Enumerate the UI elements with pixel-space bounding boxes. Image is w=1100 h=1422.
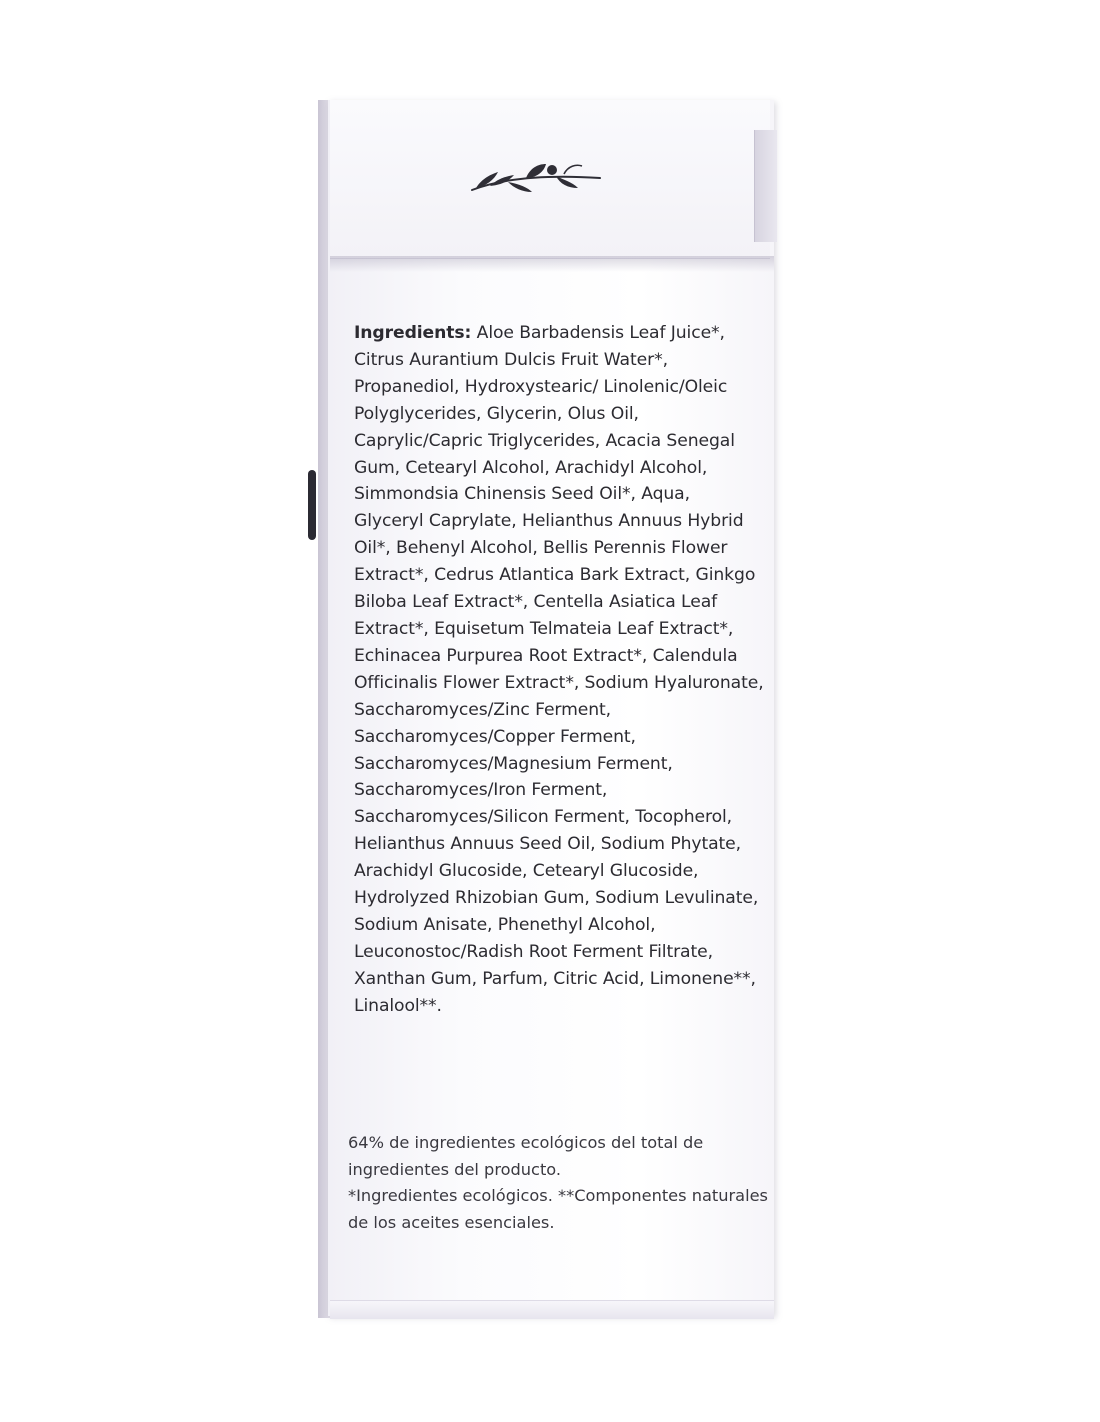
box-dark-tab <box>308 470 316 540</box>
ingredients-label: Ingredients: <box>354 323 472 343</box>
ingredients-text: Aloe Barbadensis Leaf Juice*, Citrus Aurantium Dulcis Fruit Water*, Propanediol, Hydroxystearic/ Linolenic/Oleic Polyglycerides, Glycerin, Olus Oil, Caprylic/Capric Triglycerides, Acacia Senegal Gum, Cetearyl Alcohol, Arachidyl Alcohol, Simmondsia Chinensis Seed Oil*, Aqua, Glyceryl Caprylate, Helianthus Annuus Hybrid Oil*, Behenyl Alcohol, Bellis Perennis Flower Extract*, Cedrus Atlantica Bark Extract, Ginkgo Biloba Leaf Extract*, Centella Asiatica Leaf Extract*, Equisetum Telmateia Leaf Extract*, Echinacea Purpurea Root Extract*, Calendula Officinalis Flower Extract*, Sodium Hyaluronate, Saccharomyces/Zinc Ferment, Saccharomyces/Copper Ferment, Saccharomyces/Magnesium Ferment, Saccharomyces/Iron Ferment, Saccharomyces/Silicon Ferment, Tocopherol, Helianthus Annuus Seed Oil, Sodium Phytate, Arachidyl Glucoside, Cetearyl Glucoside, Hydrolyzed Rhizobian Gum, Sodium Levulinate, Sodium Anisate, Phenethyl Alcohol, Leuconostoc/Radish Root Ferment Filtrate, Xanthan Gum, Parfum, Citric Acid, Limonene**, Linalool**. <box>354 323 764 1016</box>
ingredients-list <box>354 320 764 1020</box>
box-bottom-edge <box>330 1300 774 1319</box>
box-lid-fold <box>754 130 777 242</box>
organic-percentage: 64% de ingredientes ecológicos del total de ingredientes del producto. <box>348 1133 704 1179</box>
footnote <box>348 1130 768 1236</box>
lid-shadow <box>330 256 774 272</box>
ingredients-legend: *Ingredientes ecológicos. **Componentes naturales de los aceites esenciales. <box>348 1186 768 1232</box>
olive-branch-icon <box>468 160 604 196</box>
